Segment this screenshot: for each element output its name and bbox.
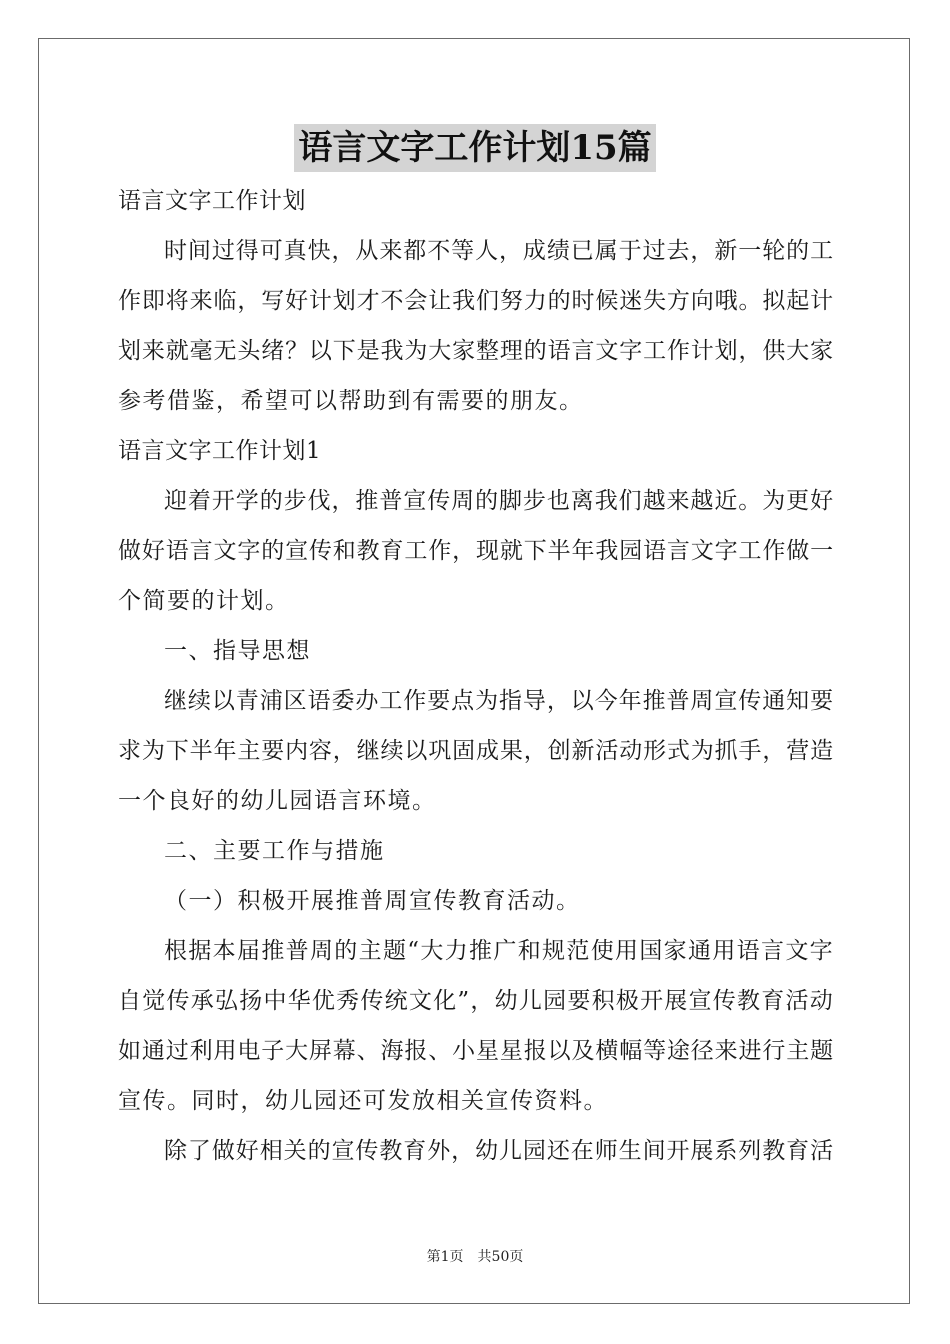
section-heading <box>118 176 834 226</box>
line-text: 除了做好相关的宣传教育外，幼儿园还在师生间开展系列教育活 <box>164 1138 834 1164</box>
line-text: 宣传。同时，幼儿园还可发放相关宣传资料。 <box>118 1088 608 1114</box>
line-text: 如通过利用电子大屏幕、海报、小星星报以及横幅等途径来进行主题 <box>118 1038 834 1064</box>
text-line <box>118 226 834 276</box>
text-line <box>118 1076 834 1126</box>
line-text: 迎着开学的步伐，推普宣传周的脚步也离我们越来越近。为更好 <box>164 488 834 514</box>
line-text: 参考借鉴，希望可以帮助到有需要的朋友。 <box>118 388 584 414</box>
title-container <box>0 124 950 172</box>
text-line <box>118 476 834 526</box>
line-text: 语言文字工作计划1 <box>118 438 322 464</box>
line-text: 二、主要工作与措施 <box>164 838 385 864</box>
page-number-footer: 第1页 共50页 <box>426 1249 524 1265</box>
text-line <box>118 976 834 1026</box>
text-line <box>118 926 834 976</box>
line-text: 一、指导思想 <box>164 638 311 664</box>
text-line <box>118 276 834 326</box>
line-text: 时间过得可真快，从来都不等人，成绩已属于过去，新一轮的工 <box>164 238 834 264</box>
text-line <box>118 526 834 576</box>
document-body <box>118 176 834 1176</box>
line-text: 自觉传承弘扬中华优秀传统文化”，幼儿园要积极开展宣传教育活动 <box>118 988 834 1014</box>
text-line <box>118 726 834 776</box>
text-line <box>118 876 834 926</box>
line-text: 作即将来临，写好计划才不会让我们努力的时候迷失方向哦。拟起计 <box>118 288 834 314</box>
text-line <box>118 826 834 876</box>
line-text: （一）积极开展推普周宣传教育活动。 <box>164 888 581 914</box>
text-line <box>118 776 834 826</box>
line-text: 一个良好的幼儿园语言环境。 <box>118 788 437 814</box>
line-text: 语言文字工作计划 <box>118 188 306 214</box>
document-title: 语言文字工作计划15篇 <box>294 124 655 172</box>
line-text: 划来就毫无头绪？以下是我为大家整理的语言文字工作计划，供大家 <box>118 338 834 364</box>
line-text: 求为下半年主要内容，继续以巩固成果，创新活动形式为抓手，营造 <box>118 738 834 764</box>
text-line <box>118 1126 834 1176</box>
section-heading <box>118 426 834 476</box>
line-text: 做好语言文字的宣传和教育工作，现就下半年我园语言文字工作做一 <box>118 538 834 564</box>
line-text: 继续以青浦区语委办工作要点为指导，以今年推普周宣传通知要 <box>164 688 834 714</box>
text-line <box>118 376 834 426</box>
line-text: 个简要的计划。 <box>118 588 290 614</box>
text-line <box>118 676 834 726</box>
text-line <box>118 1026 834 1076</box>
text-line <box>118 626 834 676</box>
line-text: 根据本届推普周的主题“大力推广和规范使用国家通用语言文字 <box>164 938 834 964</box>
text-line <box>118 576 834 626</box>
text-line <box>118 326 834 376</box>
